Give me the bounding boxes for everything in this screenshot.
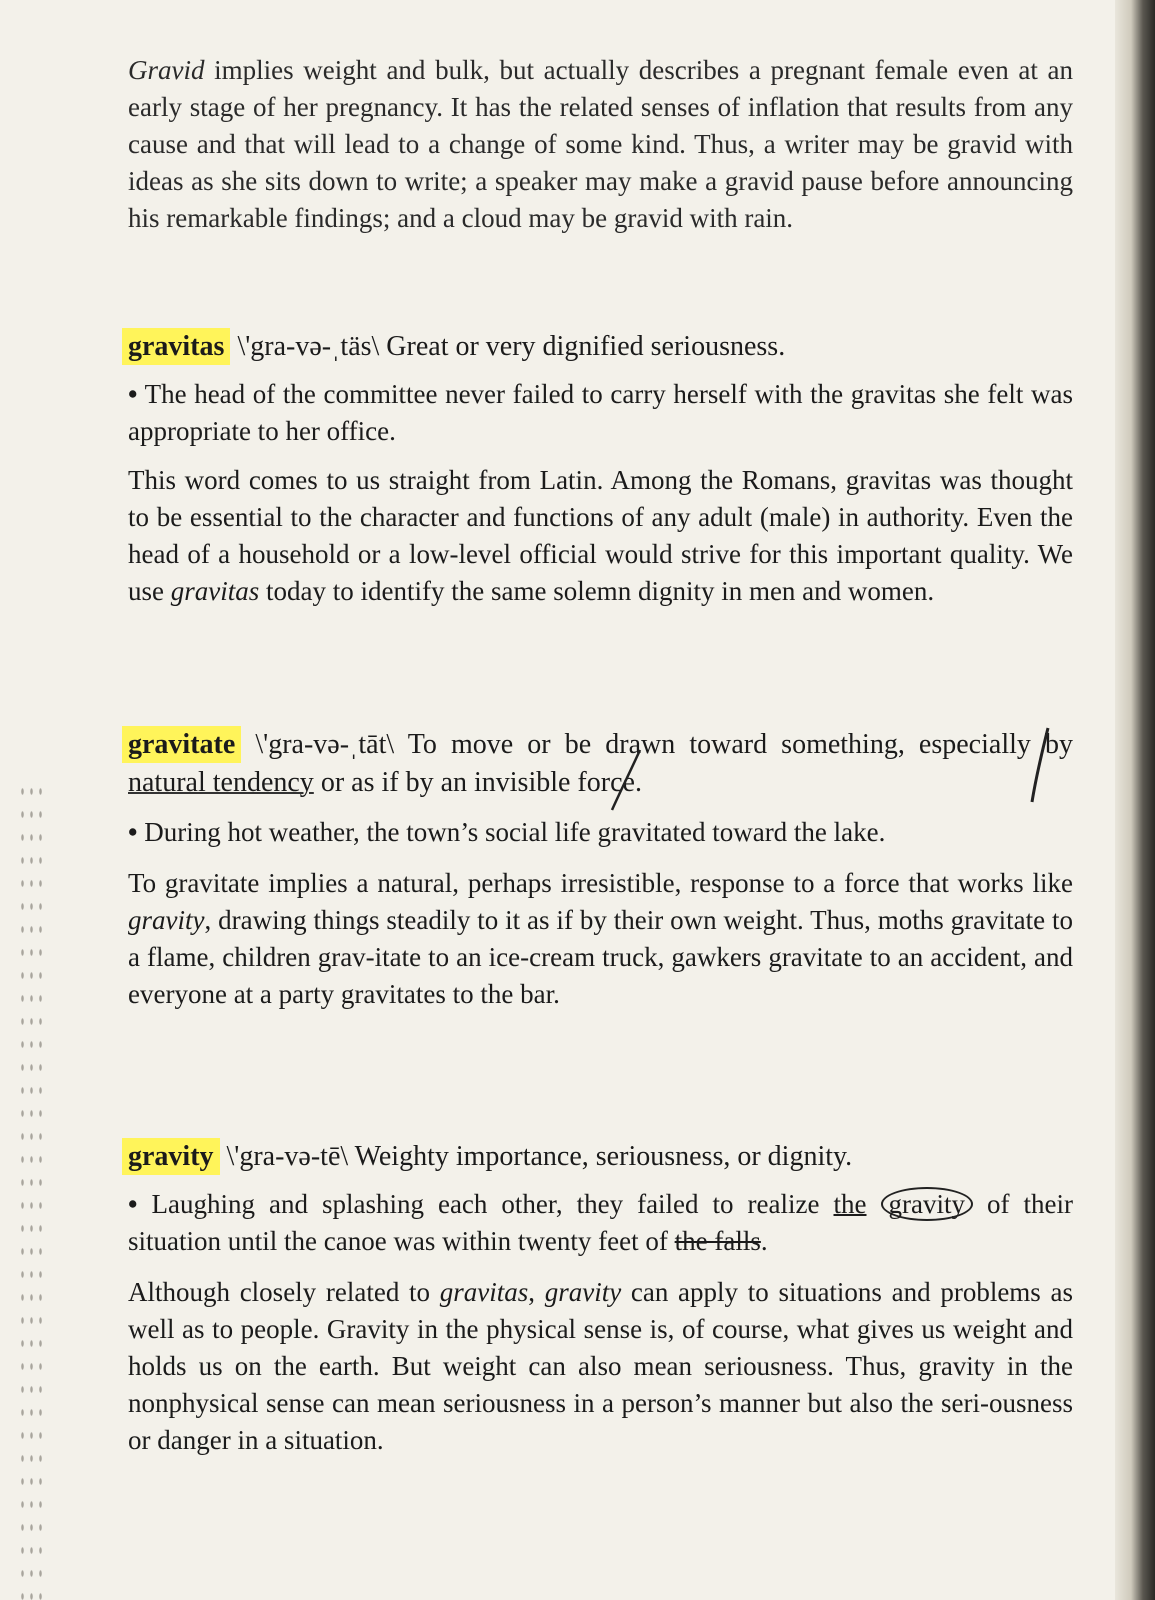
- entry-gravitas-heading: [128, 328, 1073, 366]
- example-gravity-part2: of their situation until the canoe was within twenty feet of: [128, 1189, 1073, 1256]
- bullet-icon: •: [128, 1189, 138, 1219]
- discussion-gravity-part2: can apply to situations and problems as well as to people. Gravity in the physical sense is, of course, what gives us weight and holds us on the earth. But weight can also mean seriousness. Thus, gravity in the nonphysical sense can mean seriousness in a person’s manner but also the seri-ousness or danger in a situation.: [128, 1277, 1074, 1455]
- entry-gravity: [128, 1138, 1073, 1459]
- page-edge-shadow: [1115, 0, 1155, 1600]
- gravid-text: implies weight and bulk, but actually describes a pregnant female even at an early stage of her pregnancy. It has the related senses of inflation that results from any cause and that will lead to a change of some kind. Thus, a writer may be gravid with ideas as she sits down to write; a speaker may make a gravid pause before announcing his remarkable findings; and a cloud may be gravid with rain.: [128, 55, 1073, 233]
- entry-gravitate: [128, 726, 1073, 1013]
- headword-gravity: gravity: [122, 1138, 220, 1175]
- discussion-gravity-italic-2: gravity: [544, 1277, 622, 1307]
- discussion-gravitate-part1: To gravitate implies a natural, perhaps irresistible, response to a force that works like: [128, 868, 1073, 898]
- gravid-italic-word: Gravid: [128, 55, 205, 85]
- discussion-gravitate-italic: gravity: [128, 905, 205, 935]
- entry-gravitate-heading: [128, 726, 1073, 802]
- discussion-gravitas: [128, 462, 1073, 610]
- discussion-gravitas-part1: This word comes to us straight from Latin. Among the Romans, gravitas was thought to be essential to the character and functions of any adult (male) in authority. Even the head of a household or a low-level official would strive for this important quality. We use: [128, 465, 1073, 606]
- definition-gravitate-part1: To move or be drawn toward something, especially by: [407, 729, 1073, 760]
- pen-strike-the-falls: the falls: [674, 1226, 761, 1256]
- headword-gravitate: gravitate: [122, 726, 241, 763]
- pronunciation-gravitate: \'gra-və-ˌtāt\: [241, 729, 408, 760]
- example-gravitate: [128, 814, 1073, 851]
- example-gravitate-text: During hot weather, the town’s social life gravitated toward the lake.: [144, 817, 886, 847]
- discussion-gravitas-italic: gravitas: [170, 576, 260, 606]
- discussion-gravity: [128, 1274, 1073, 1459]
- bullet-icon: •: [128, 379, 138, 409]
- bullet-icon: •: [128, 817, 138, 847]
- gravid-paragraph: [128, 52, 1073, 237]
- entry-gravitas: [128, 328, 1073, 610]
- discussion-gravity-comma: ,: [528, 1277, 545, 1307]
- example-gravity: [128, 1186, 1073, 1260]
- pronunciation-gravitas: \'gra-və-ˌtäs\: [230, 331, 387, 362]
- headword-gravitas: gravitas: [122, 328, 230, 365]
- example-gravitas-text: The head of the committee never failed to carry herself with the gravitas she felt was appropriate to her office.: [128, 379, 1073, 446]
- discussion-gravitate: [128, 865, 1073, 1013]
- definition-gravitas: Great or very dignified seriousness.: [386, 331, 786, 362]
- entry-gravity-heading: [128, 1138, 1073, 1176]
- discussion-gravity-italic-1: gravitas: [439, 1277, 529, 1307]
- pronunciation-gravity: \'gra-və-tē\: [219, 1141, 355, 1172]
- definition-gravity: Weighty importance, seriousness, or dignity.: [354, 1141, 853, 1172]
- binding-dots: [18, 780, 48, 1600]
- discussion-gravitate-part2: , drawing things steadily to it as if by their own weight. Thus, moths gravitate to a flame, children grav-itate to an ice-cream truck, gawkers gravitate to an accident, and everyone at a party gravitates to the bar.: [128, 905, 1073, 1009]
- pen-underline-the: the: [833, 1189, 867, 1219]
- example-gravitas: [128, 376, 1073, 450]
- discussion-gravitas-part2: today to identify the same solemn dignity in men and women.: [259, 576, 935, 606]
- example-gravity-part1: Laughing and splashing each other, they failed to realize: [151, 1189, 834, 1219]
- example-gravity-part3: .: [760, 1226, 768, 1256]
- definition-gravitate-part2: or as if by an invisible force.: [313, 767, 642, 798]
- pen-underline-natural-tendency: natural tendency: [128, 767, 314, 798]
- pen-circled-gravity: gravity: [881, 1187, 973, 1221]
- discussion-gravity-part1: Although closely related to: [128, 1277, 440, 1307]
